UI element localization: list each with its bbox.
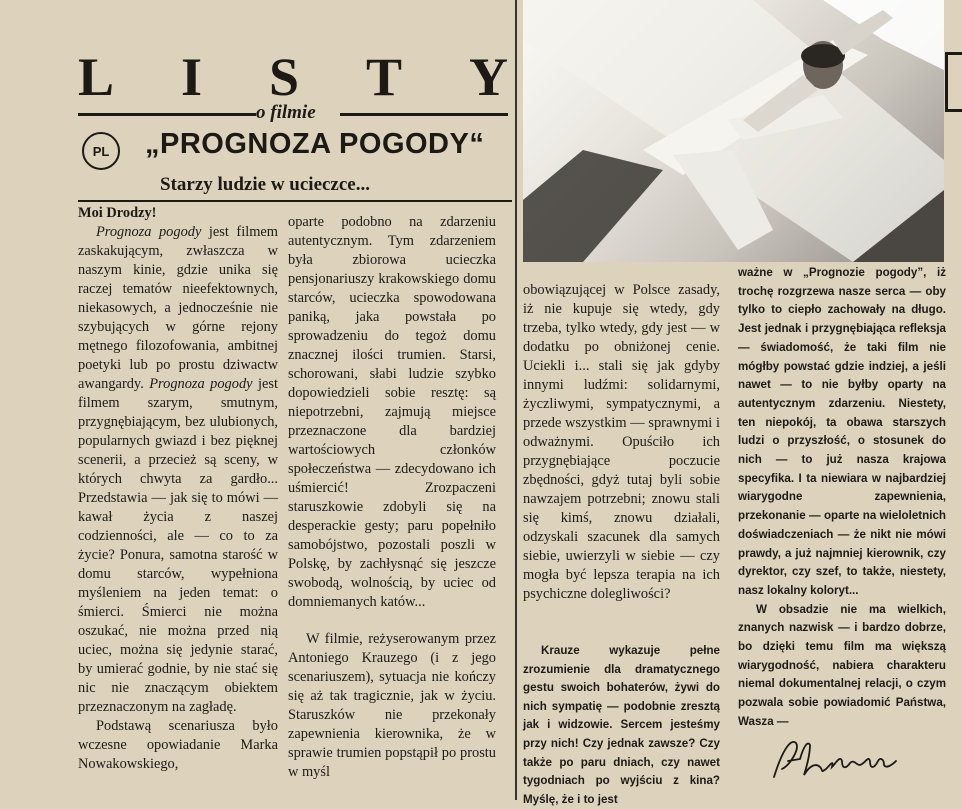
masthead-letter: T: [366, 47, 403, 107]
handwritten-signature-icon: [770, 735, 910, 785]
masthead-letter: I: [181, 47, 203, 107]
masthead: [78, 47, 508, 107]
deck-rule: [78, 200, 512, 202]
salutation: Moi Drodzy!: [78, 205, 157, 221]
article-column-2: [288, 213, 496, 782]
paragraph: W filmie, reżyserowanym przez Antoniego Krauzego (i z jego scenariuszem), sytuacja nie kończy się aż tak tragicznie, jak w życiu. Staruszków nie przekonały zapewnienia kierownika, że w sprawie trumien popstąpił po prostu w myśl: [288, 631, 496, 780]
paragraph: obowiązującej w Polsce zasady, iż nie kupuje się wtedy, gdy trzeba, tylko wtedy, gdy jest — w dodatku po obniżonej cenie. Uciekli i... stali się jak gdyby innymi ludźmi: solidarnymi, życzliwymi, sympatycznymi, a przede wszystkim — sprawnymi i odważnymi. Opuściło ich przygnębiające poczucie zbędności, gdyż tutaj byli sobie nawzajem potrzebni; znowu stali się kimś, znowu działali, odzyskali szacunek dla samych siebie, uwierzyli w siebie — czy mogła być lepsza terapia na ich psychiczne dolegliwości?: [523, 282, 720, 602]
film-still-photo: [523, 0, 944, 262]
masthead-letter: L: [78, 47, 115, 107]
masthead-letter: S: [268, 47, 300, 107]
masthead-subtitle: o filmie: [256, 102, 316, 123]
next-article-frame: [945, 52, 962, 112]
film-title: Prognoza pogody: [96, 224, 202, 240]
masthead-rule-left: [78, 113, 256, 116]
paragraph: Krauze wykazuje pełne zrozumienie dla dramatycznego gestu swoich bohaterów, żywi do nich sympatię — podobnie zresztą jak i widzowie. Sercem jesteśmy przy nich! Czy jednak zawsze? Czy także po paru dniach, czy nawet tygodniach po wyjściu z kina? Myślę, że i to jest: [523, 644, 720, 806]
paragraph: Prognoza pogody jest filmem zaskakującym, zwłaszcza w naszym kinie, gdzie unika się raczej tematów nieefektownych, niekasowych, a jednocześnie nie szybujących w górne rejony mętnego filozofowania, ambitnej poetyki lub po prostu dziwactw awangardy. Prognoza pogody jest filmem szarym, smutnym, przygnębiającym, bez ulubionych, popularnych gwiazd i bez pięknej scenerii, a przecież są sceny, w których chwyta za gardło... Przedstawia — jak się to mówi — kawał życia z naszej codzienności, ale — co to za życie? Ponura, samotna starość w domu starców, wypełniona myśleniem na jeden temat: o śmierci. Śmierci nie można oszukać, nie można przed nią uciec, można się jedynie starać, by umierać godnie, by nie stać się nic nie znaczącym obiektem przeznaczonym na zagładę.: [78, 224, 278, 715]
column-divider: [515, 0, 517, 800]
paragraph: W obsadzie nie ma wielkich, znanych nazwisk — i bardzo dobrze, bo dzięki temu film ma większą wiarygodność, nabiera charakteru niemal dokumentalnej relacji, o czym pozwala sobie powiadomić Państwa, Wasza —: [738, 602, 946, 728]
country-badge: PL: [82, 132, 120, 170]
author-signature: [770, 735, 910, 790]
article-column-3: [523, 281, 720, 604]
paragraph: ważne w „Prognozie pogody”, iż trochę rozgrzewa nasze serca — oby tylko to ciepło zachowały na długo. Jest jednak i przygnębiająca refleksja — świadomość, że taki film nie mógłby powstać gdzie indziej, a jeśli nawet — to nie byłby oparty na autentycznym zdarzeniu. Niestety, ten niepokój, ta obawa starszych ludzi o przyszłość, o stosunek do nich — to już nasza krajowa specyfika. I ta niewiara w najbardziej wiarygodne zapewnienia, przekonanie — oparte na wieloletnich doświadczeniach — że nikt nie mówi prawdy, a już najmniej kierownik, czy dyrektor, czy szef, to także, niestety, nasz lokalny koloryt...: [738, 266, 946, 597]
article-deck: Starzy ludzie w ucieczce...: [160, 174, 370, 195]
film-title: Prognoza pogody: [149, 376, 253, 392]
article-column-4: [738, 264, 946, 732]
paragraph: oparte podobno na zdarzeniu autentycznym. Tym zdarzeniem była zbiorowa ucieczka pensjonariuszy krakowskiego domu starców, ucieczka spowodowana paniką, jaka powstała po sprowadzeniu do tegoż domu znacznej ilości trumien. Starsi, schorowani, słabi ludzie szybko dopowiedzieli sobie resztę: są niepotrzebni, zajmują miejsce przeznaczone dla bardziej wartościowych członków społeczeństwa — zdecydowano ich uśmiercić! Zrozpaczeni staruszkowie zdobyli się na desperackie gesty; paru popełniło samobójstwo, pozostali poszli w Polskę, by zachłysnąć się jeszcze swobodą, wolnością, by uciec od domniemanych katów...: [288, 214, 496, 610]
man-lying-on-bed-icon: [523, 0, 944, 262]
article-column-3-bottom: [523, 642, 720, 809]
masthead-rule-right: [340, 113, 508, 116]
masthead-letter: Y: [469, 47, 508, 107]
article-column-1: [78, 204, 278, 774]
paragraph: Podstawą scenariusza było wczesne opowiadanie Marka Nowakowskiego,: [78, 718, 278, 772]
article-headline: „PROGNOZA POGODY“: [145, 128, 485, 160]
